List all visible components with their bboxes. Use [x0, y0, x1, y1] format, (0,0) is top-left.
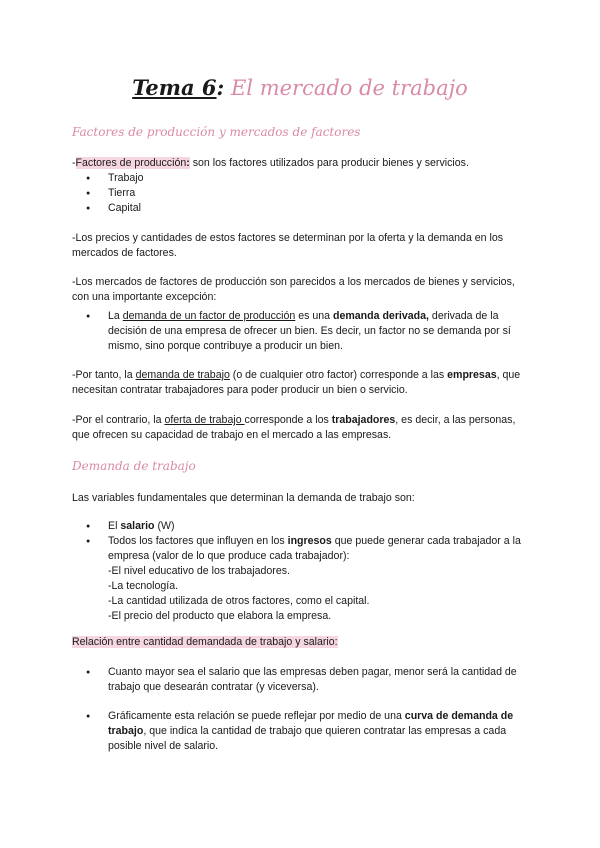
- list-item: ● Capital: [72, 201, 524, 216]
- subline: -La tecnología.: [108, 580, 179, 592]
- list-item: ● Todos los factores que influyen en los ingresos que puede generar cada trabajador a la empresa (valor de lo que produce cada trabajador): -El nivel educativo de los trabajadores. -La tecnología. -La cantidad utilizada de otros factores, como el capital. -El precio del producto que elabora la empresa.: [72, 534, 524, 624]
- relation-list: [72, 665, 524, 695]
- list-item: ● El salario (W): [72, 519, 524, 534]
- section2-heading: Demanda de trabajo: [72, 459, 196, 473]
- list-item: ● Cuanto mayor sea el salario que las empresas deben pagar, menor será la cantidad de trabajo que desearán contratar (y viceversa).: [72, 665, 524, 695]
- subline: -El precio del producto que elabora la empresa.: [108, 610, 332, 622]
- list-item: ● Trabajo: [72, 171, 524, 186]
- paragraph-variables: Las variables fundamentales que determinan la demanda de trabajo son:: [72, 492, 415, 504]
- variables-list: [72, 519, 524, 624]
- list-item: ● La demanda de un factor de producción es una demanda derivada, derivada de la decisión de una empresa de ofrecer un bien. Es decir, un factor no se demanda por sí mismo, sino porque contribuye a producir un bien.: [72, 309, 524, 354]
- list-item: ● Gráficamente esta relación se puede reflejar por medio de una curva de demanda de trabajo, que indica la cantidad de trabajo que quieren contratar las empresas a cada posible nivel de salario.: [72, 709, 524, 754]
- page-title: [0, 74, 600, 102]
- title-text: El mercado de trabajo: [224, 76, 468, 100]
- factors-list: [72, 171, 524, 216]
- subline: -La cantidad utilizada de otros factores, como el capital.: [108, 595, 370, 607]
- paragraph-factores: -Factores de producción: son los factores utilizados para producir bienes y servicios.: [72, 157, 469, 169]
- paragraph-mercados: -Los mercados de factores de producción son parecidos a los mercados de bienes y servicios, con una importante excepción:: [72, 276, 515, 303]
- paragraph-oferta-trabajo: -Por el contrario, la oferta de trabajo corresponde a los trabajadores, es decir, a las personas, que ofrecen su capacidad de trabajo en el mercado a las empresas.: [72, 414, 516, 441]
- list-item: ● Tierra: [72, 186, 524, 201]
- paragraph-demanda-trabajo: -Por tanto, la demanda de trabajo (o de cualquier otro factor) corresponde a las empresas, que necesitan contratar trabajadores para poder producir un bien o servicio.: [72, 369, 521, 396]
- term-factores: Factores de producción:: [75, 157, 190, 169]
- title-colon: :: [216, 75, 225, 100]
- section1-heading: Factores de producción y mercados de factores: [72, 125, 361, 139]
- title-label: Tema 6: [132, 75, 217, 100]
- paragraph-relacion: [72, 635, 524, 650]
- curve-list: [72, 709, 524, 754]
- paragraph-precios: -Los precios y cantidades de estos factores se determinan por la oferta y la demanda en los mercados de factores.: [72, 232, 504, 259]
- relation-highlight: Relación entre cantidad demandada de trabajo y salario:: [72, 636, 338, 648]
- derived-demand-list: [72, 309, 524, 354]
- subline: -El nivel educativo de los trabajadores.: [108, 565, 290, 577]
